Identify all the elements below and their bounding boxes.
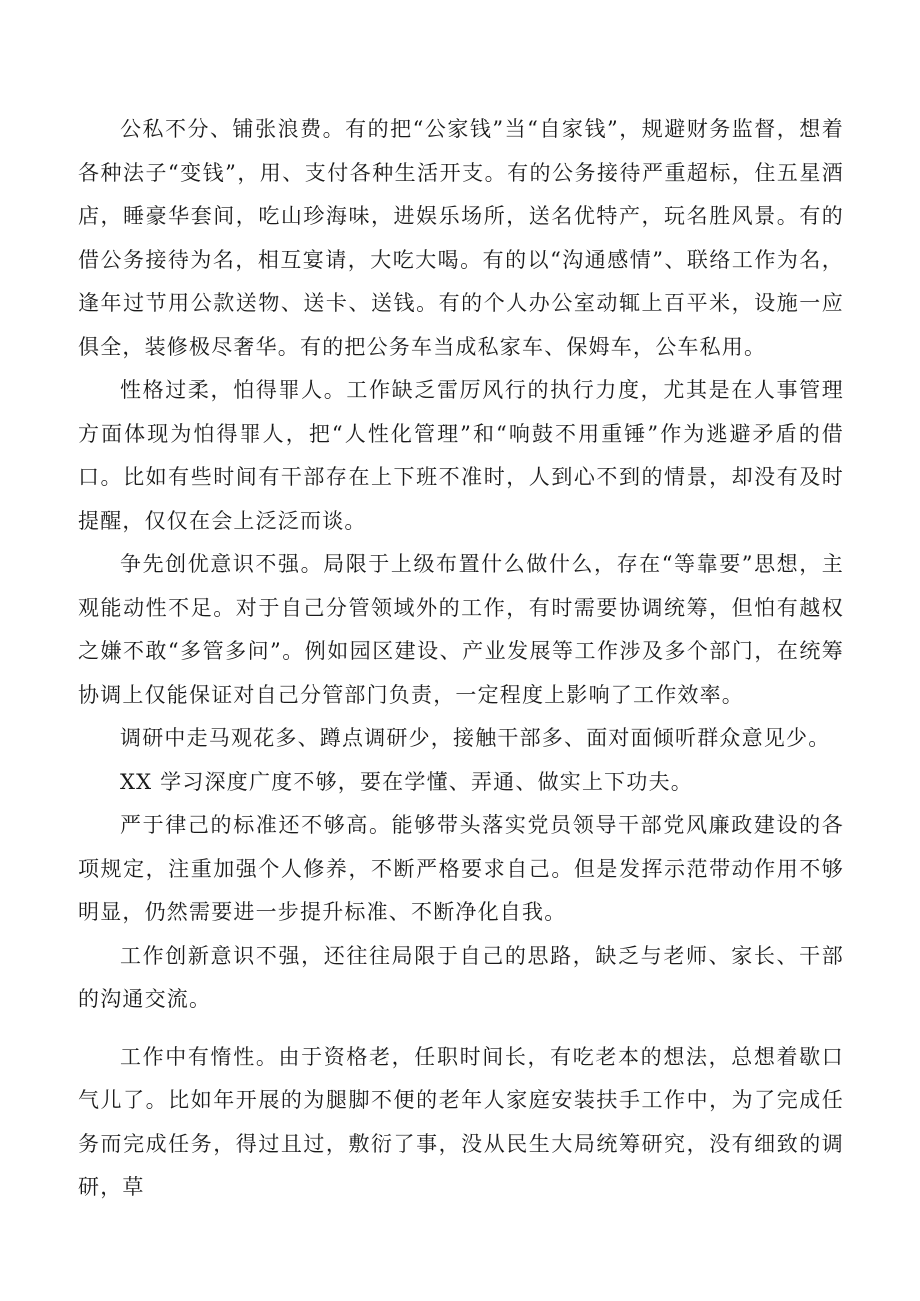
document-body (78, 108, 844, 1210)
paragraph-6: 严于律己的标准还不够高。能够带头落实党员领导干部党风廉政建设的各项规定，注重加强个人修养，不断严格要求自己。但是发挥示范带动作用不够明显，仍然需要进一步提升标准、不断净化自我。 (78, 813, 844, 924)
paragraph-5: XX 学习深度广度不够，要在学懂、弄通、做实上下功夫。 (120, 769, 693, 794)
paragraph-4: 调研中走马观花多、蹲点调研少，接触干部多、面对面倾听群众意见少。 (120, 726, 831, 750)
paragraph-7: 工作创新意识不强，还往往局限于自己的思路，缺乏与老师、家长、干部的沟通交流。 (78, 943, 844, 1011)
paragraph-2: 性格过柔，怕得罪人。工作缺乏雷厉风行的执行力度，尤其是在人事管理方面体现为怕得罪人，把“人性化管理”和“响鼓不用重锤”作为逃避矛盾的借口。比如有些时间有干部存在上下班不准时，人到心不到的情景，却没有及时提醒，仅仅在会上泛泛而谈。 (78, 378, 844, 533)
paragraph-3: 争先创优意识不强。局限于上级布置什么做什么，存在“等靠要”思想，主观能动性不足。对于自己分管领域外的工作，有时需要协调统筹，但怕有越权之嫌不敢“多管多问”。例如园区建设、产业发展等工作涉及多个部门，在统筹协调上仅能保证对自己分管部门负责，一定程度上影响了工作效率。 (78, 552, 844, 707)
paragraph-8: 工作中有惰性。由于资格老，任职时间长，有吃老本的想法，总想着歇口气儿了。比如年开展的为腿脚不便的老年人家庭安装扶手工作中，为了完成任务而完成任务，得过且过，敷衍了事，没从民生大局统筹研究，没有细致的调研，草 (78, 1044, 844, 1199)
paragraph-1: 公私不分、铺张浪费。有的把“公家钱”当“自家钱”，规避财务监督，想着各种法子“变钱”，用、支付各种生活开支。有的公务接待严重超标，住五星酒店，睡豪华套间，吃山珍海味，进娱乐场所，送名优特产，玩名胜风景。有的借公务接待为名，相互宴请，大吃大喝。有的以“沟通感情”、联络工作为名，逢年过节用公款送物、送卡、送钱。有的个人办公室动辄上百平米，设施一应俱全，装修极尽奢华。有的把公务车当成私家车、保姆车，公车私用。 (78, 117, 844, 359)
